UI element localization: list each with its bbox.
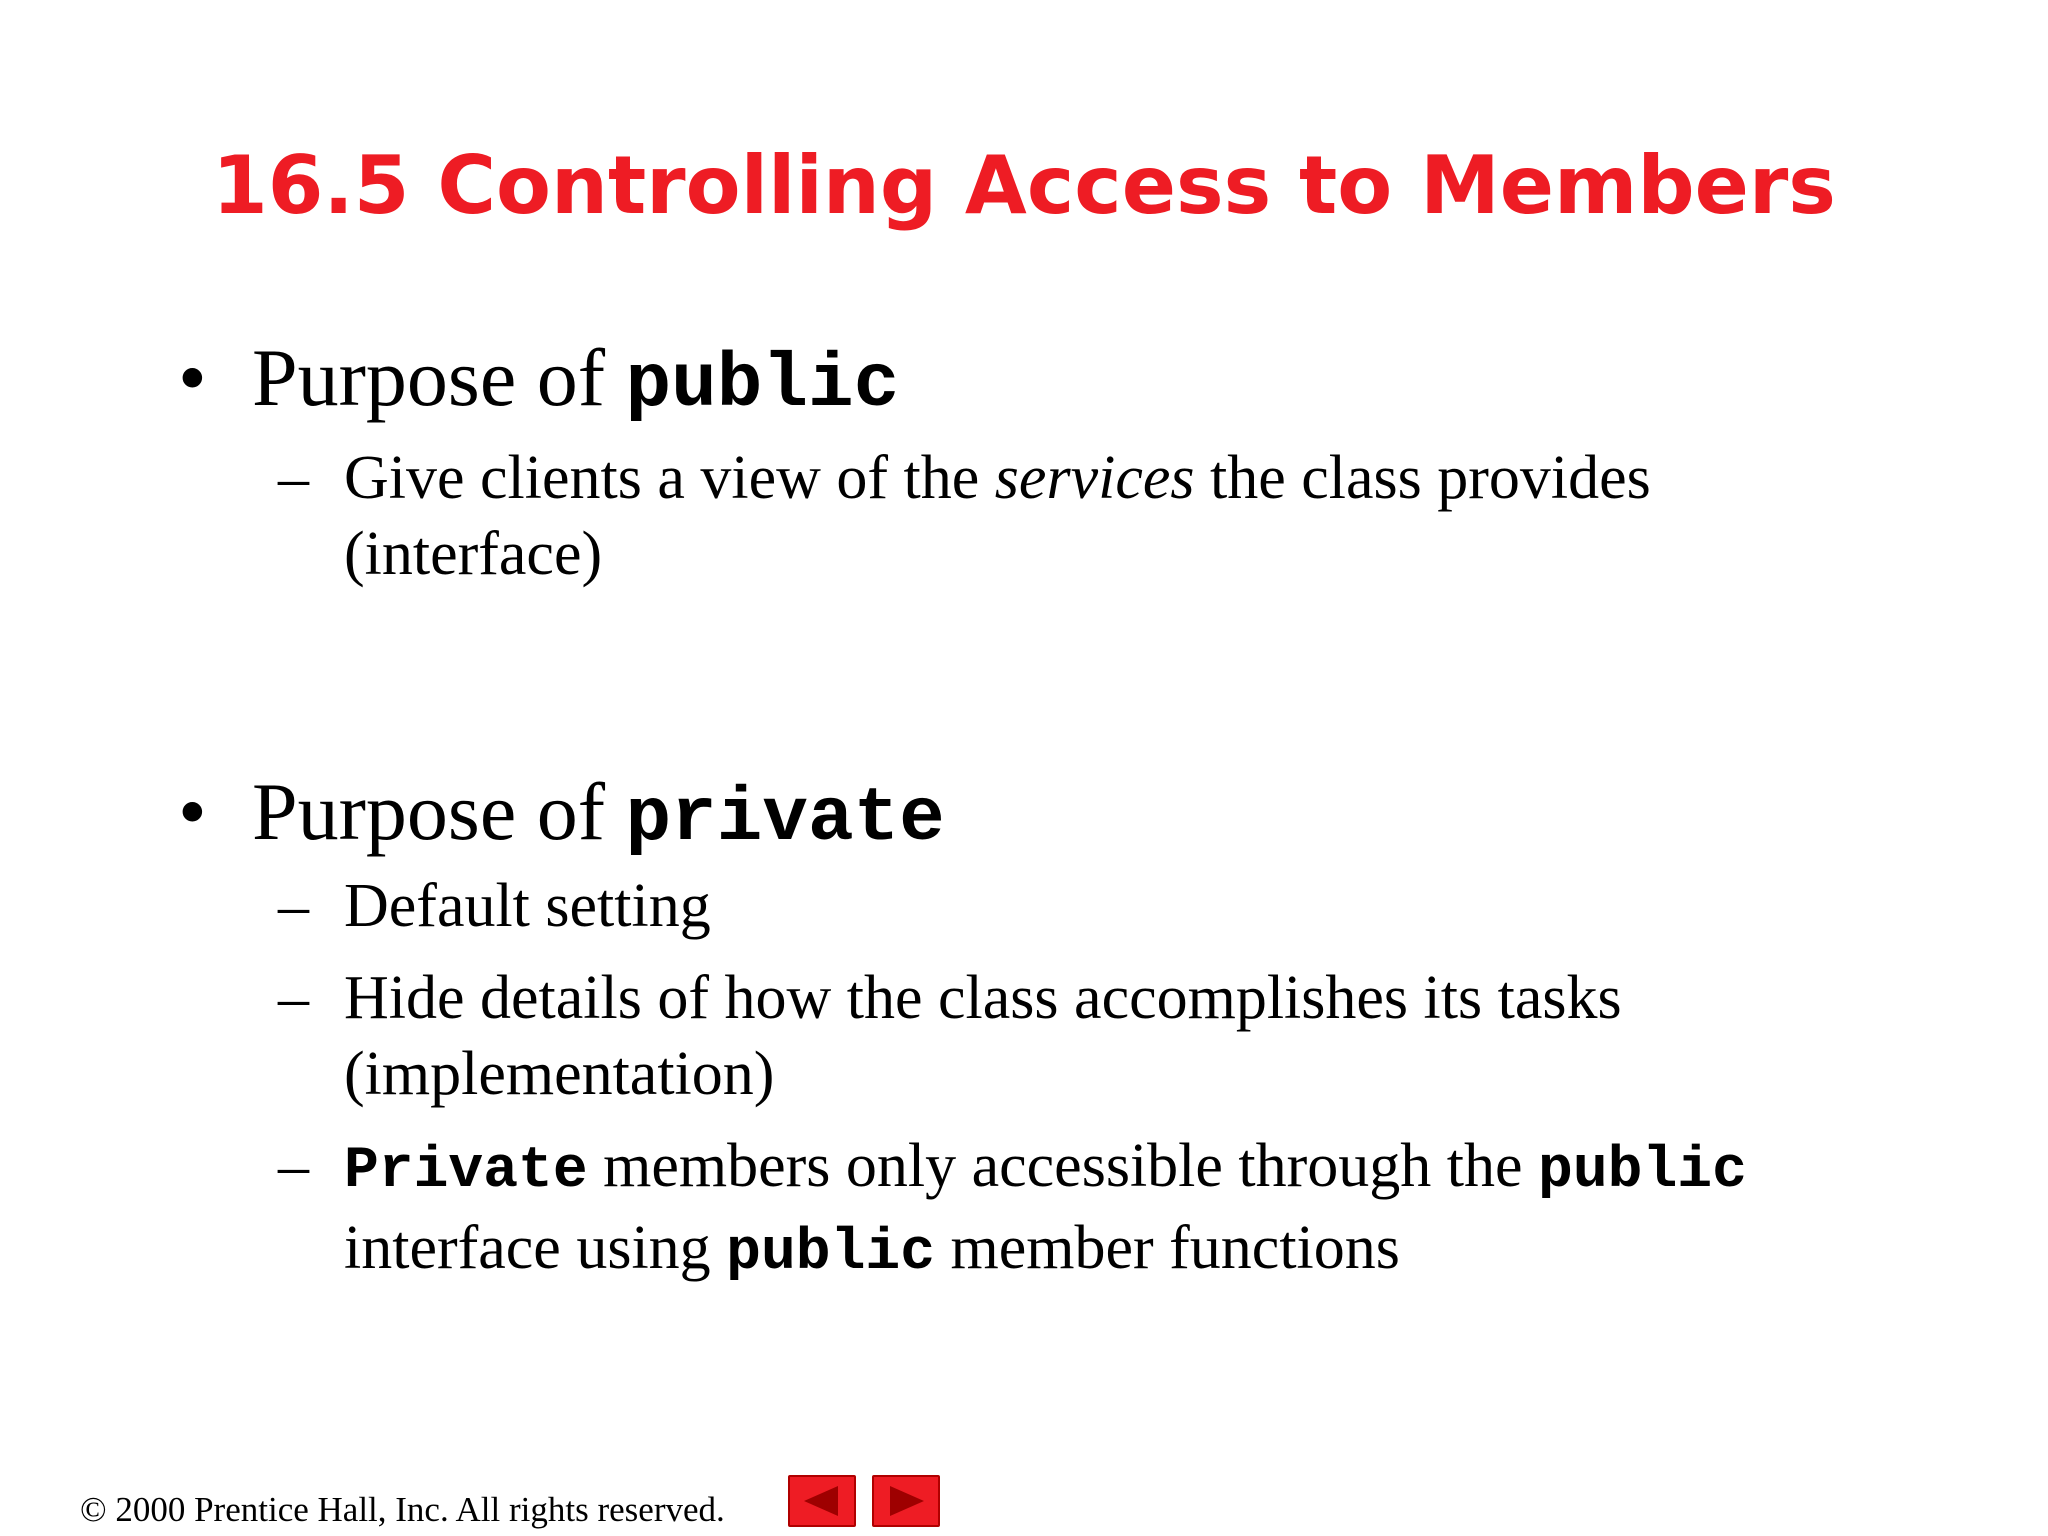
dash-marker: –: [278, 872, 309, 940]
bullet-prefix: Purpose of: [252, 332, 626, 423]
text-part: the class provides (interface): [344, 444, 1651, 588]
dash-marker: –: [278, 964, 309, 1032]
text-part: Give clients a view of the: [344, 444, 995, 512]
keyword-public: public: [1538, 1139, 1747, 1204]
dash-marker: –: [278, 444, 309, 512]
keyword-private-cap: Private: [344, 1139, 588, 1204]
right-arrow-shape: [890, 1486, 924, 1516]
text-part: members only accessible through the: [587, 1132, 1539, 1200]
next-slide-button[interactable]: [872, 1475, 940, 1527]
keyword-public: public: [726, 1221, 936, 1286]
subitem-text: [344, 1128, 1904, 1292]
left-arrow-icon: [790, 1477, 854, 1525]
keyword-public: public: [625, 342, 900, 428]
subitem-text: [344, 960, 1904, 1112]
keyword-private: private: [625, 776, 945, 862]
text-part: member functions: [935, 1214, 1400, 1282]
text-part-italic: services: [994, 444, 1195, 512]
text-part: interface using: [344, 1214, 727, 1282]
prev-slide-button[interactable]: [788, 1475, 856, 1527]
slide-title: 16.5 Controlling Access to Members: [212, 139, 1836, 232]
dash-marker: –: [278, 1132, 309, 1200]
text-part: Default setting: [344, 872, 711, 940]
subitem-text: [344, 868, 1904, 944]
copyright-footer: © 2000 Prentice Hall, Inc. All rights reserved.: [80, 1490, 725, 1529]
bullet-text: [252, 764, 945, 867]
text-part: Hide details of how the class accomplishes its tasks (implementation): [344, 964, 1622, 1108]
subitem-text: [344, 440, 1904, 592]
bullet-text: [252, 330, 899, 433]
bullet-marker: •: [178, 766, 207, 857]
left-arrow-shape: [804, 1486, 838, 1516]
bullet-prefix: Purpose of: [252, 766, 626, 857]
bullet-marker: •: [178, 332, 207, 423]
right-arrow-icon: [874, 1477, 938, 1525]
